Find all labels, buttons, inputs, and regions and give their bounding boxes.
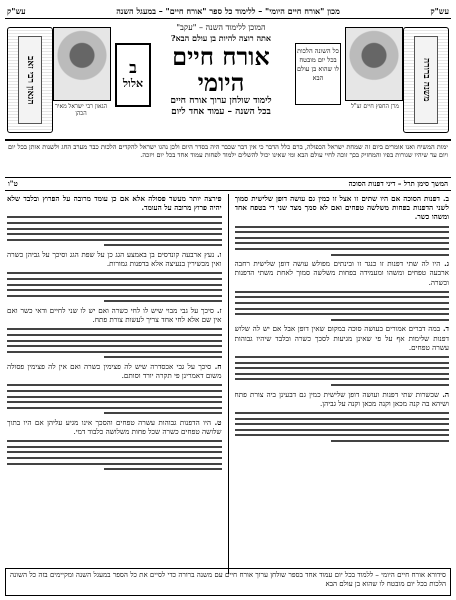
tagline-1: לימוד שולחן ערוך אורח חיים [170, 96, 272, 106]
section-bar [5, 178, 451, 191]
paragraph [235, 390, 450, 408]
masthead [5, 21, 451, 141]
date-month: אלול [122, 77, 144, 90]
paragraph [7, 418, 222, 436]
paragraph [7, 306, 222, 324]
section-page: ט"ו [8, 179, 18, 188]
text-lines [7, 328, 222, 358]
paragraph-text: שכשרות שתי דפנות ועושה דופן שלישית כמין גם דבעינן ביה צורת פתח ושיהא בה קנה מכאן וקנה מכאן וקנה על גביהן. [234, 389, 449, 408]
subtitle-top: המוכן ללימוד השנה – "עקב" [176, 23, 266, 32]
column-left [7, 194, 222, 574]
text-lines [235, 412, 450, 442]
footer-text: סידורא אורח חיים היומי – ללמוד בכל יום עמוד אחד בספר שולחן ערוך אורח חיים עם משנה ברורה כדי לסיים את כל הספר במעגל השנה ומקיימים בזה כל השונה הלכות בכל יום מובטח לו שהוא בן עולם הבא [5, 568, 451, 596]
paragraph [235, 194, 450, 222]
paragraph-number: ב. [439, 194, 449, 203]
date-box [115, 43, 151, 107]
torah-scroll-left [7, 27, 53, 133]
top-banner [5, 4, 451, 19]
paragraph-text: היו לה שתי דפנות זו כנגד זו ובינתים מפולש עושה דופן שלישית רחבה ארבעה טפחים ומשהו ומעמידה בפחות משלשה סמוך לאחת משתי הדפנות וכשרה. [234, 259, 449, 287]
column-divider [228, 194, 229, 574]
paragraph-number: ט. [211, 417, 222, 427]
title-block [149, 23, 293, 118]
text-lines [7, 384, 222, 414]
paragraph [235, 324, 450, 352]
top-banner-center: מכון "אורח חיים היומי" – ללימוד כל ספר "אורח חיים" – במעגל השנה [116, 6, 340, 16]
portrait-caption-right: מרן החפץ חיים זצ"ל [351, 103, 399, 110]
paragraph-text: דפנות הסוכה אם היו שתים זו אצל זו כמין גם עושה דופן שלישית סמוך לשני הדפנות בפחות משלשה טפחים ואם לא סמך מצד שני די בטפח אחד ומשהו כשר. [234, 194, 449, 222]
quote-box: כל השונה הלכות בכל יום מובטח לו שהוא בן עולם הבא [295, 43, 341, 105]
paragraph [7, 250, 222, 268]
scroll-right-label: משנה ברורה [421, 58, 431, 102]
top-banner-left: עש"ק [7, 6, 26, 16]
paragraph-text: במה דברים אמורים בעושה סוכה במקום שאין דופן אבל אם יש לה שלוש דפנות שלימות אף על פי שאינן מגיעות לסכך כשרה ובלבד שיהיו גבוהות עשרה טפחים. [234, 324, 449, 352]
paragraph-text: פירצה יותר מעשר פסולה אלא אם כן עומד מרובה על הפרוץ ובלבד שלא יהיה פרוץ מרובה על העומד. [7, 194, 222, 213]
rabbi-portrait-left [53, 27, 111, 101]
main-title: אורח חיים היומי [172, 42, 270, 97]
paragraph-number: ו. [214, 249, 222, 259]
torah-scroll-right [403, 27, 449, 133]
text-lines [235, 291, 450, 321]
date-day: ב [129, 58, 137, 77]
paragraph-number: ה. [439, 389, 449, 399]
paragraph-number: ז. [213, 305, 222, 315]
column-right [235, 194, 450, 574]
paragraph [7, 194, 222, 212]
text-lines [235, 226, 450, 256]
paragraph-text: היו הדפנות גבוהות עשרה טפחים והסכך אינו מגיע עליהן אם היו בתוך שלושה טפחים כשרה שכל פחות משלושה כלבוד דמי. [7, 417, 222, 437]
paragraph-number: ג. [440, 259, 449, 269]
rabbi-portrait-right [345, 27, 403, 101]
paragraph-number: ח. [211, 361, 222, 371]
text-lines [7, 272, 222, 302]
text-lines [235, 356, 450, 386]
tagline-2: בכל השנה – עמוד אחד ליום [171, 107, 271, 117]
portrait-caption-left: הגאון רבי ישראל מאיר הכהן [54, 103, 108, 117]
intro-paragraph: ימות המשיח ואנו אומרים ביום זה שמחת ישראל הכפולה, ברם כלל הדבר כי אין דבר שכבר היה בסדר היום ולכן נהגו ישראל להקדים הלכות כבר מערב החג ולשנות אותן בכל יום ויום עד שיהיו שגורות בפיו והמחזיק בכך זוכה לחיי עולם הבא ומי שאינו יכול להשלים ילמוד לפחות עמוד אחד בכל יום ויזכה. [5, 141, 451, 178]
paragraph-text: סיכך על גבי מבוי שיש לו לחי כשרה ואם יש לו שני לחיים ודאי כשר ואם אין שם אלא לחי אחד צריך לעשות צורת פתח. [7, 305, 222, 325]
text-lines [7, 440, 222, 470]
text-lines [7, 216, 222, 246]
paragraph [235, 259, 450, 287]
top-banner-right: עש"ק [430, 6, 449, 16]
paragraph-text: סיכך על גבי אכסדרה שיש לה פצימין כשרה ואם אין לה פצימין פסולה משום דאמרינן פי תקרה יורד וסותם. [7, 361, 222, 381]
paragraph [7, 362, 222, 380]
scroll-left-label: הגאון רבי זאב [25, 55, 35, 105]
paragraph-number: ד. [440, 324, 449, 334]
text-columns [5, 191, 451, 574]
section-title: המשך סימן תרל – דיני דפנות הסוכה [348, 179, 448, 188]
subtitle-cta: אתה רוצה להיות בן עולם הבא? [170, 33, 272, 43]
paragraph-text: נעץ ארבעה קונדסים בן באמצע הגג כן על שפת הגג וסיכך על גביהן כשרה ואין מכשירין בנעיצה אלא בדפנות גמורות. [7, 249, 222, 269]
